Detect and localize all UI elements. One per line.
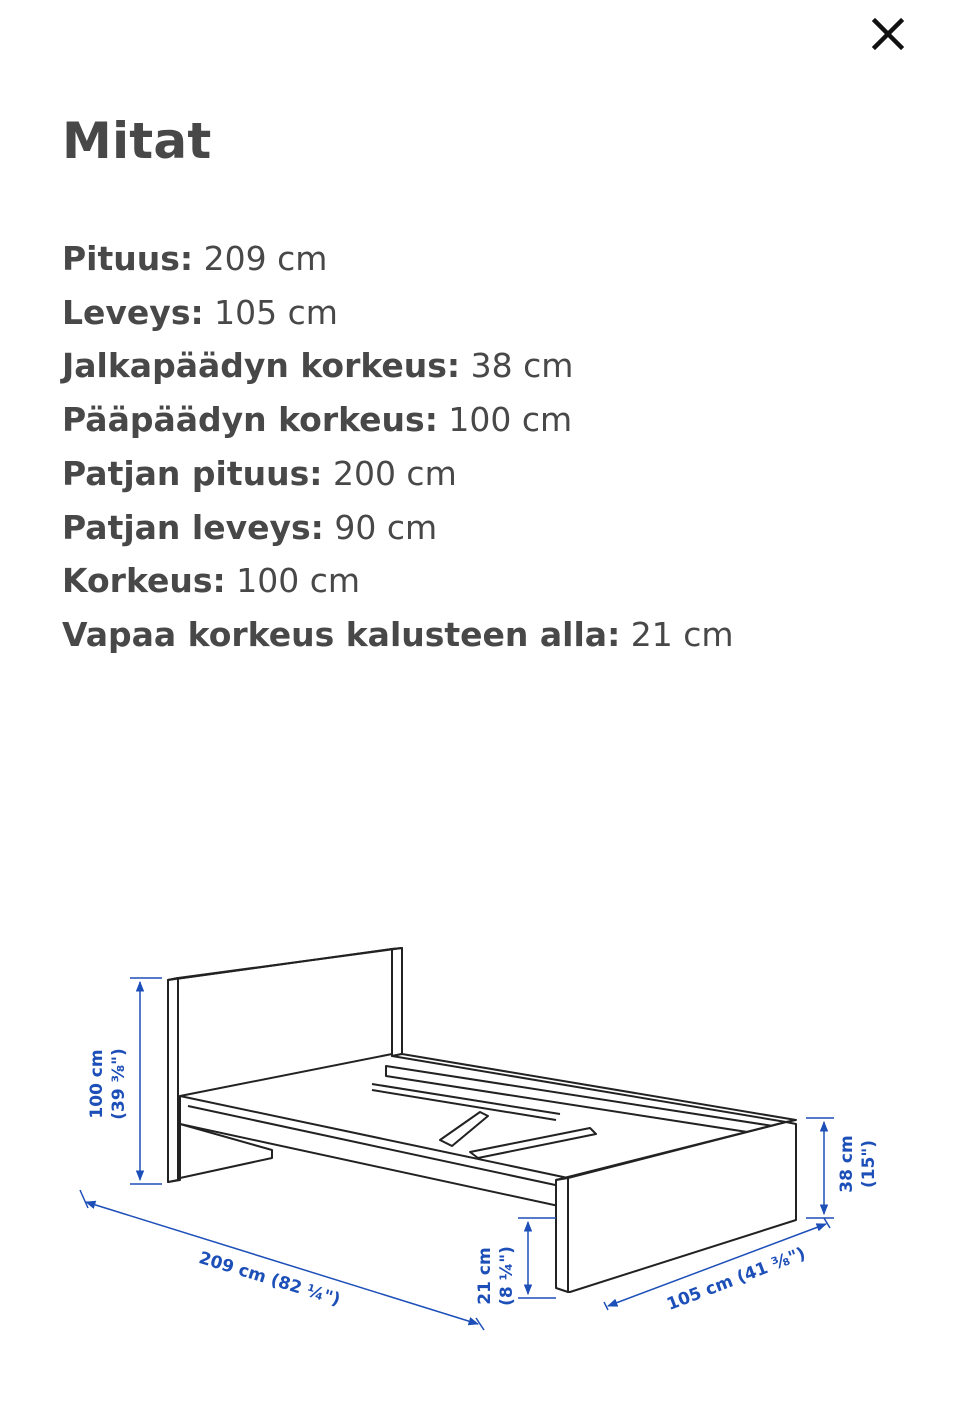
support-bar (470, 1128, 596, 1158)
dimension-label: Pääpäädyn korkeus: (62, 400, 438, 440)
headboard-side (392, 948, 402, 1056)
bed-frame-outline (168, 948, 796, 1292)
dimension-label: Patjan pituus: (62, 453, 323, 493)
dimension-value: 200 cm (332, 453, 457, 493)
dimension-value: 209 cm (203, 239, 328, 278)
dimension-label: Leveys: (62, 292, 204, 332)
dimension-value: 38 cm (470, 346, 574, 386)
dimension-label: Vapaa korkeus kalusteen alla: (62, 614, 621, 654)
dimension-value: 21 cm (630, 614, 734, 654)
headboard-height-label: 100 cm (87, 1049, 107, 1119)
dimension-value: 100 cm (448, 400, 573, 440)
dimension-item (62, 286, 734, 340)
dimension-value: 90 cm (334, 507, 438, 547)
dimension-item (62, 554, 734, 608)
dimension-label: Korkeus: (62, 561, 226, 601)
headboard-height-inch-label: (39 ⅜") (109, 1048, 129, 1120)
width-label: 105 cm (41 ⅜") (664, 1243, 809, 1315)
close-button[interactable] (866, 12, 910, 56)
dimension-item (62, 447, 734, 501)
dimension-item (62, 393, 734, 447)
clearance-label: 21 cm (475, 1247, 495, 1305)
close-icon (866, 12, 910, 56)
center-beam (440, 1112, 488, 1146)
dimension-label: Jalkapäädyn korkeus: (62, 346, 461, 386)
dimension-value: 100 cm (236, 561, 360, 601)
footboard-height-inch-label: (15") (859, 1139, 879, 1189)
dimension-label: Patjan leveys: (62, 507, 324, 547)
dimension-item (62, 501, 734, 555)
dimension-item (62, 232, 734, 286)
clearance-inch-label: (8 ¼") (497, 1246, 517, 1306)
page-title: Mitat (62, 112, 212, 170)
right-side-rail (392, 1054, 796, 1122)
bed-dimension-drawing (0, 930, 960, 1360)
dimension-label: Pituus: (62, 239, 194, 278)
dimension-list (62, 232, 734, 662)
dimension-value: 105 cm (214, 292, 338, 332)
dimension-item (62, 608, 734, 662)
length-label: 209 cm (82 ¼") (196, 1248, 343, 1311)
headboard-edge (168, 978, 178, 1182)
footboard-edge (556, 1178, 568, 1292)
footboard-height-label: 38 cm (837, 1135, 857, 1193)
dimension-item (62, 339, 734, 393)
